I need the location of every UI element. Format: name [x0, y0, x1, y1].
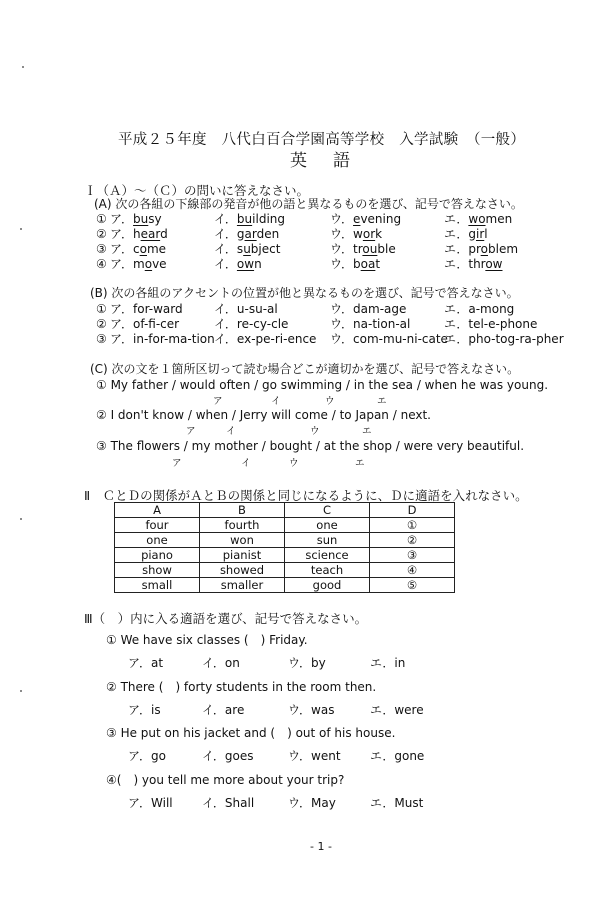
mark-a: ア — [186, 426, 196, 437]
choice-b: イ．goes — [202, 749, 254, 763]
exam-title: 平成２５年度 八代白百合学園高等学校 入学試験 （一般） — [118, 132, 526, 148]
choice-b: イ．re-cy-cle — [214, 317, 289, 331]
table-cell: smaller — [200, 578, 285, 593]
mark-u: ウ — [289, 458, 299, 469]
part-c-instruction: (C) 次の文を１箇所区切って読む場合どこが適切かを選び、記号で答えなさい。 — [90, 362, 520, 376]
mark-i: イ — [226, 426, 236, 437]
choice-c: ウ．went — [288, 749, 341, 763]
scan-speck — [22, 66, 24, 68]
table-cell: small — [115, 578, 200, 593]
table-cell: pianist — [200, 548, 285, 563]
choice-b: イ．on — [202, 656, 240, 670]
choice-d: エ．tel-e-phone — [444, 317, 538, 331]
choice-b: イ．building — [214, 212, 285, 226]
choice-d: エ．were — [370, 703, 424, 717]
choice-d: エ．throw — [444, 257, 503, 271]
choice-c: ウ．na-tion-al — [330, 317, 411, 331]
part-b-instruction: (B) 次の各組のアクセントの位置が他と異なるものを選び、記号で答えなさい。 — [90, 286, 519, 300]
choice-a: ア．heard — [110, 227, 168, 241]
table-cell: sun — [285, 533, 370, 548]
mark-e: エ — [362, 426, 372, 437]
mark-e: エ — [377, 396, 387, 407]
mark-i: イ — [241, 458, 251, 469]
answer-cell: ④ — [370, 563, 455, 578]
row-num: ① — [96, 302, 107, 316]
sentence-3: ③ The flowers / my mother / bought / at the shop / were very beautiful. — [96, 439, 525, 453]
scan-speck — [20, 690, 22, 692]
choice-a: ア．is — [128, 703, 161, 717]
table-row — [115, 518, 455, 533]
table-row — [115, 578, 455, 593]
answer-cell: ③ — [370, 548, 455, 563]
sentence-1: ① My father / would often / go swimming / in the sea / when he was young. — [96, 378, 549, 392]
choice-b: イ．are — [202, 703, 245, 717]
choice-d: エ．problem — [444, 242, 519, 256]
scan-speck — [20, 228, 22, 230]
table-cell: fourth — [200, 518, 285, 533]
choice-a: ア．for-ward — [110, 302, 183, 316]
table-cell: showed — [200, 563, 285, 578]
choice-b: イ．subject — [214, 242, 281, 256]
choice-d: エ．in — [370, 656, 406, 670]
column-header: C — [285, 503, 370, 518]
choice-a: ア．of-fi-cer — [110, 317, 180, 331]
relation-table — [114, 502, 455, 593]
answer-cell: ② — [370, 533, 455, 548]
choice-a: ア．move — [110, 257, 167, 271]
mark-u: ウ — [310, 426, 320, 437]
table-row — [115, 548, 455, 563]
table-cell: science — [285, 548, 370, 563]
table-cell: good — [285, 578, 370, 593]
choice-a: ア．come — [110, 242, 167, 256]
table-row — [115, 563, 455, 578]
part-a-instruction: (A) 次の各組の下線部の発音が他の語と異なるものを選び、記号で答えなさい。 — [94, 197, 523, 211]
row-num: ③ — [96, 242, 107, 256]
section-2-heading: Ⅱ ＣとＤの関係がＡとＢの関係と同じになるように、Ｄに適語を入れなさい。 — [84, 488, 528, 503]
choice-d: エ．a-mong — [444, 302, 515, 316]
choice-c: ウ．com-mu-ni-cate — [330, 332, 448, 346]
table-cell: four — [115, 518, 200, 533]
choice-b: イ．own — [214, 257, 262, 271]
choice-c: ウ．dam-age — [330, 302, 407, 316]
choice-b: イ．Shall — [202, 796, 255, 810]
question-4: ④( ) you tell me more about your trip? — [106, 773, 345, 787]
column-header: B — [200, 503, 285, 518]
choice-d: エ．Must — [370, 796, 424, 810]
column-header: D — [370, 503, 455, 518]
choice-b: イ．u-su-al — [214, 302, 278, 316]
choice-d: エ．girl — [444, 227, 488, 241]
choice-d: エ．pho-tog-ra-pher — [444, 332, 564, 346]
mark-i: イ — [271, 396, 281, 407]
page-number: - 1 - — [310, 840, 332, 853]
choice-b: イ．garden — [214, 227, 280, 241]
row-num: ③ — [96, 332, 107, 346]
mark-a: ア — [172, 458, 182, 469]
row-num: ② — [96, 317, 107, 331]
table-cell: one — [285, 518, 370, 533]
section-3-heading: Ⅲ（ ）内に入る適語を選び、記号で答えなさい。 — [84, 611, 368, 626]
mark-e: エ — [355, 458, 365, 469]
sentence-2: ② I don't know / when / Jerry will come / to Japan / next. — [96, 408, 431, 422]
choice-d: エ．gone — [370, 749, 425, 763]
table-cell: teach — [285, 563, 370, 578]
scan-speck — [20, 518, 22, 520]
table-cell: one — [115, 533, 200, 548]
section-1-heading: Ｉ（Ａ）～（Ｃ）の問いに答えなさい。 — [84, 183, 310, 198]
table-cell: won — [200, 533, 285, 548]
answer-cell: ① — [370, 518, 455, 533]
question-3: ③ He put on his jacket and ( ) out of his house. — [106, 726, 396, 740]
table-cell: piano — [115, 548, 200, 563]
mark-u: ウ — [325, 396, 335, 407]
choice-c: ウ．work — [330, 227, 383, 241]
choice-c: ウ．by — [288, 656, 326, 670]
choice-a: ア．at — [128, 656, 164, 670]
table-header-row — [115, 503, 455, 518]
choice-a: ア．Will — [128, 796, 173, 810]
choice-c: ウ．was — [288, 703, 335, 717]
choice-c: ウ．trouble — [330, 242, 396, 256]
choice-d: エ．women — [444, 212, 513, 226]
choice-b: イ．ex-pe-ri-ence — [214, 332, 317, 346]
choice-a: ア．busy — [110, 212, 162, 226]
table-row — [115, 533, 455, 548]
subject-title: 英語 — [290, 151, 376, 171]
choice-c: ウ．boat — [330, 257, 381, 271]
row-num: ① — [96, 212, 107, 226]
table-cell: show — [115, 563, 200, 578]
row-num: ④ — [96, 257, 107, 271]
mark-a: ア — [213, 396, 223, 407]
row-num: ② — [96, 227, 107, 241]
choice-c: ウ．evening — [330, 212, 402, 226]
choice-a: ア．go — [128, 749, 166, 763]
question-1: ① We have six classes ( ) Friday. — [106, 633, 308, 647]
choice-a: ア．in-for-ma-tion — [110, 332, 215, 346]
column-header: A — [115, 503, 200, 518]
choice-c: ウ．May — [288, 796, 336, 810]
answer-cell: ⑤ — [370, 578, 455, 593]
question-2: ② There ( ) forty students in the room then. — [106, 680, 377, 694]
